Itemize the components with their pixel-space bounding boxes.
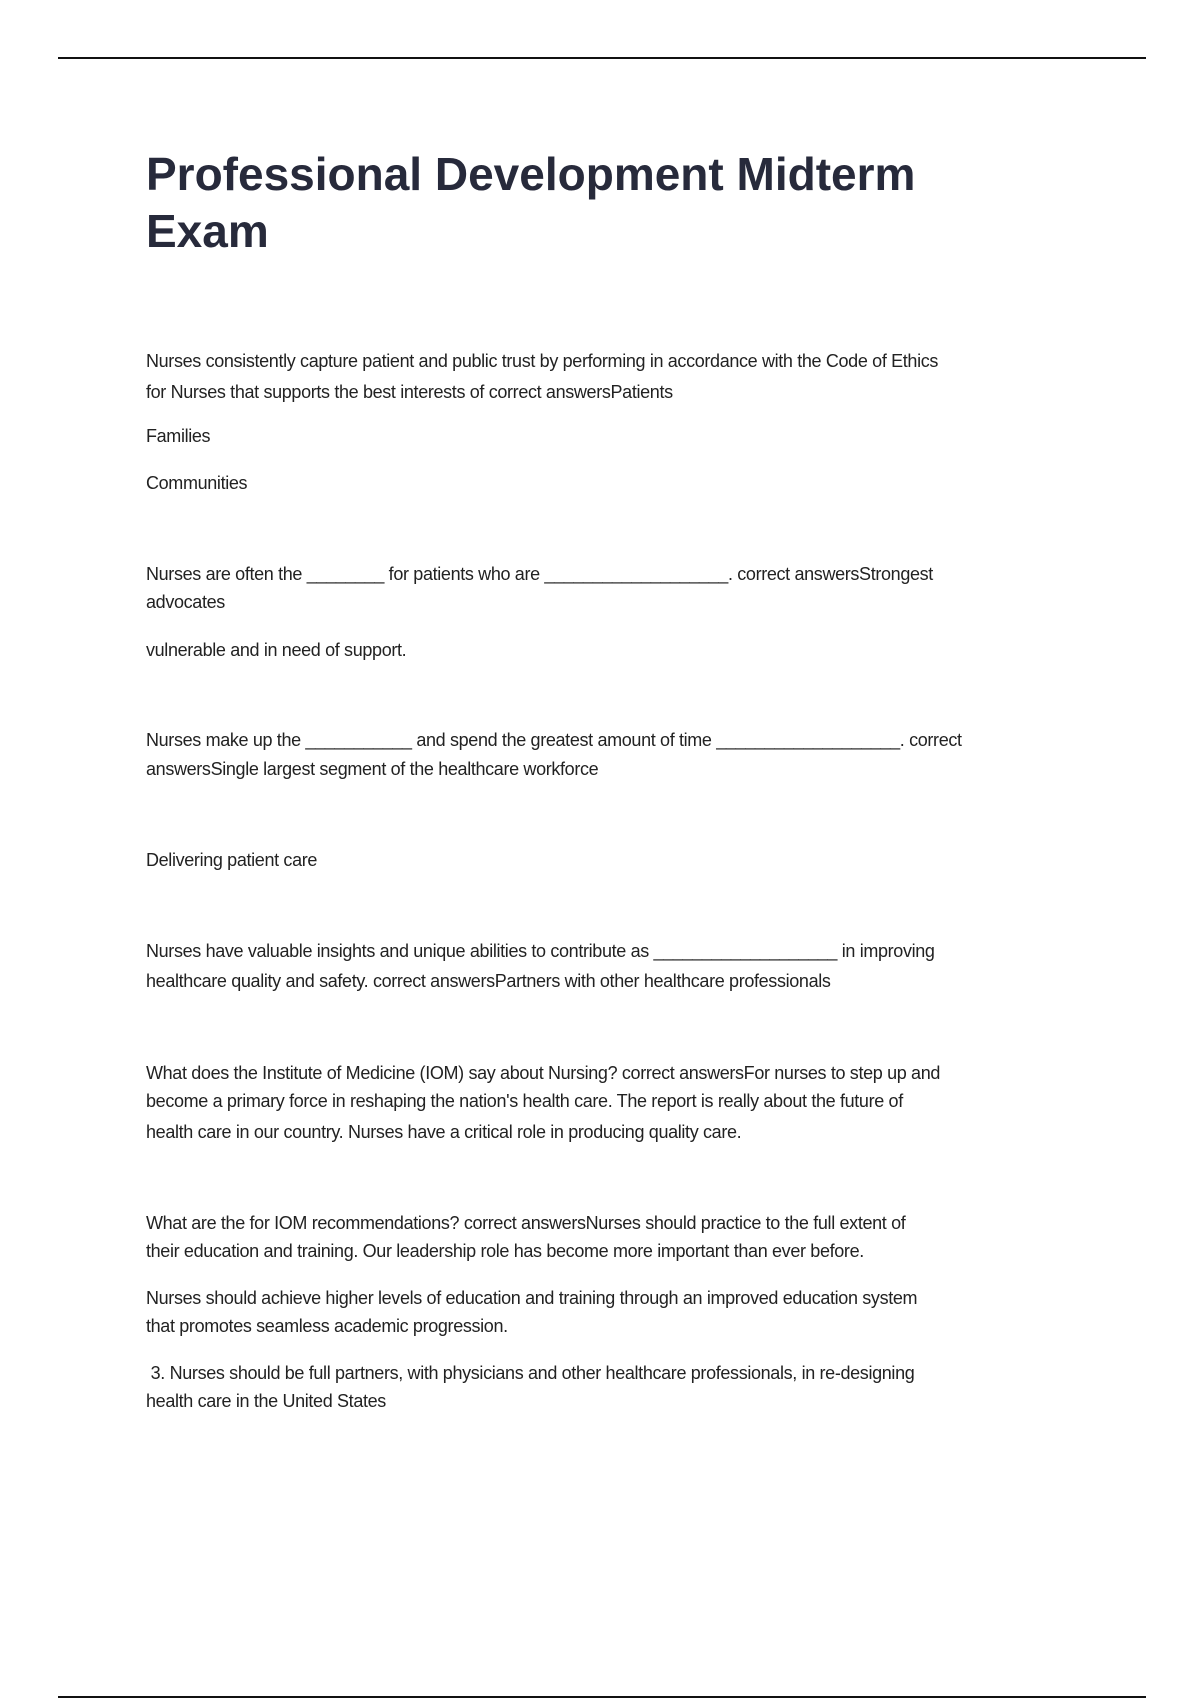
q2-answer-2: vulnerable and in need of support. xyxy=(146,640,407,660)
q6-answer-3-line-2: health care in the United States xyxy=(146,1391,386,1411)
q3-line-2: answersSingle largest segment of the healthcare workforce xyxy=(146,759,599,779)
top-rule xyxy=(58,57,1146,59)
bottom-rule xyxy=(58,1696,1146,1698)
page-title-line-1: Professional Development Midterm xyxy=(146,148,916,200)
q1-line-1: Nurses consistently capture patient and public trust by performing in accordance with the Code of Ethics xyxy=(146,351,939,371)
q5-line-1: What does the Institute of Medicine (IOM) say about Nursing? correct answersFor nurses to step up and xyxy=(146,1063,941,1083)
q1-answer-families: Families xyxy=(146,426,211,446)
q2-line-2: advocates xyxy=(146,592,225,612)
q6-line-2: their education and training. Our leadership role has become more important than ever before. xyxy=(146,1241,864,1261)
q6-answer-3-line-1: 3. Nurses should be full partners, with physicians and other healthcare professionals, in re-designing xyxy=(146,1363,915,1383)
q1-line-2: for Nurses that supports the best interests of correct answersPatients xyxy=(146,382,673,402)
q1-answer-communities: Communities xyxy=(146,473,248,493)
q3-answer-2: Delivering patient care xyxy=(146,850,318,870)
q3-line-1: Nurses make up the ___________ and spend the greatest amount of time ___________________. correct xyxy=(146,730,962,750)
q6-answer-2-line-1: Nurses should achieve higher levels of education and training through an improved education system xyxy=(146,1288,918,1308)
q2-line-1: Nurses are often the ________ for patients who are ___________________. correct answersStrongest xyxy=(146,564,933,584)
q5-line-2: become a primary force in reshaping the nation's health care. The report is really about the future of xyxy=(146,1091,903,1111)
q6-line-1: What are the for IOM recommendations? correct answersNurses should practice to the full extent of xyxy=(146,1213,906,1233)
q4-line-1: Nurses have valuable insights and unique abilities to contribute as ___________________ in improving xyxy=(146,941,935,961)
q5-line-3: health care in our country. Nurses have a critical role in producing quality care. xyxy=(146,1122,742,1142)
q4-line-2: healthcare quality and safety. correct answersPartners with other healthcare professionals xyxy=(146,971,831,991)
page-title-line-2: Exam xyxy=(146,205,269,257)
q6-answer-2-line-2: that promotes seamless academic progression. xyxy=(146,1316,508,1336)
